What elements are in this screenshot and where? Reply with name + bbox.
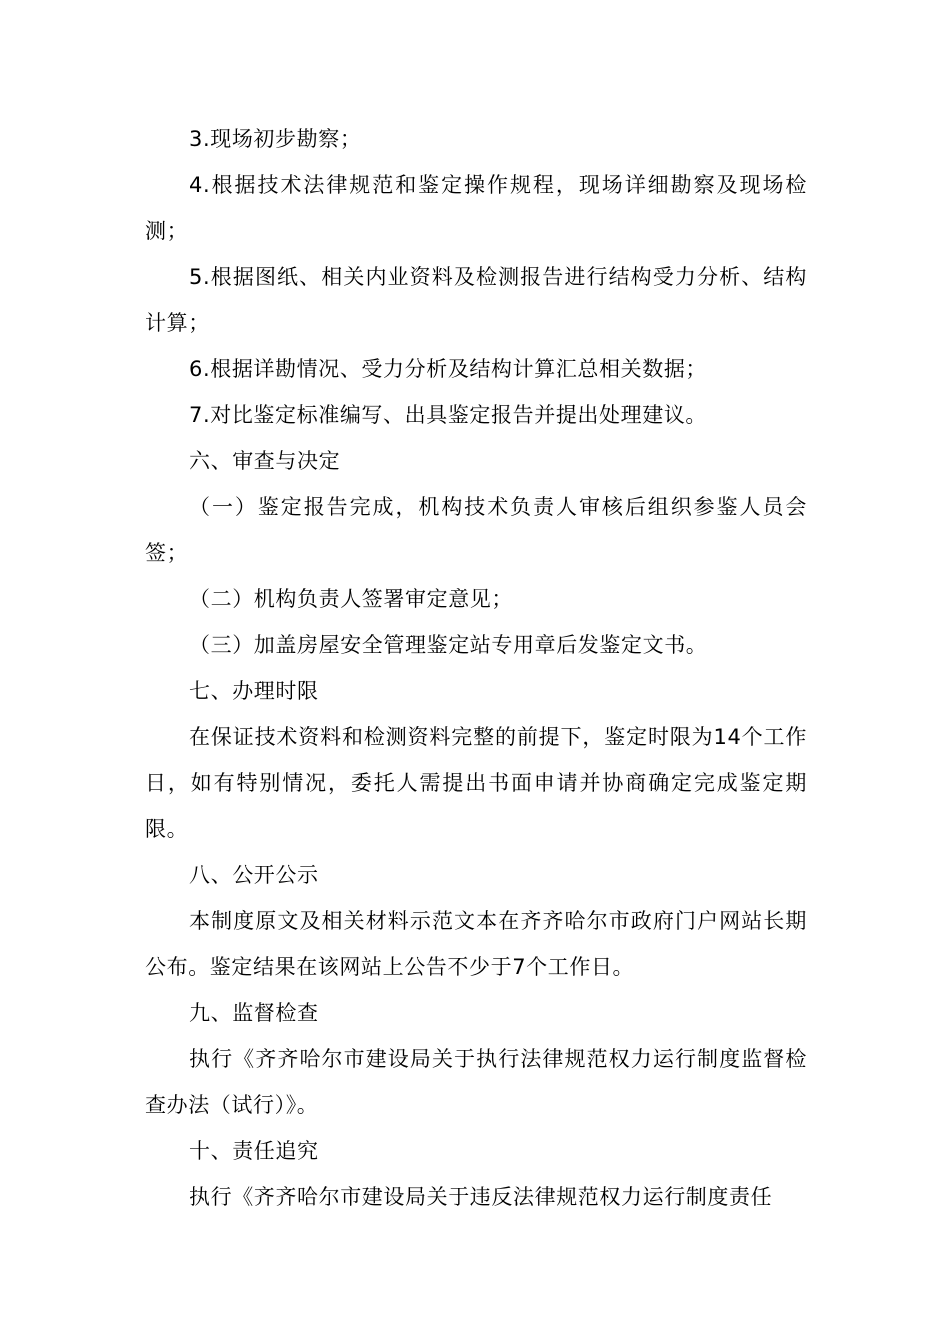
section-6-item-3: （三）加盖房屋安全管理鉴定站专用章后发鉴定文书。 [189, 633, 708, 657]
section-7-heading: 七、办理时限 [189, 679, 319, 703]
section-8-heading: 八、公开公示 [189, 863, 319, 887]
document-body [145, 116, 807, 1220]
section-9-heading: 九、监督检查 [189, 1001, 319, 1025]
section-10-paragraph: 执行《齐齐哈尔市建设局关于违反法律规范权力运行制度责任 [189, 1185, 773, 1209]
section-7-paragraph: 在保证技术资料和检测资料完整的前提下，鉴定时限为14个工作日，如有特别情况，委托人需提出书面申请并协商确定完成鉴定期限。 [145, 725, 807, 841]
section-8-paragraph: 本制度原文及相关材料示范文本在齐齐哈尔市政府门户网站长期公布。鉴定结果在该网站上公告不少于7个工作日。 [145, 909, 807, 979]
step-5-paragraph: 5.根据图纸、相关内业资料及检测报告进行结构受力分析、结构计算； [145, 265, 807, 335]
section-6-item-1: （一）鉴定报告完成，机构技术负责人审核后组织参鉴人员会签； [145, 495, 807, 565]
step-6-paragraph: 6.根据详勘情况、受力分析及结构计算汇总相关数据； [189, 357, 708, 381]
section-9-paragraph: 执行《齐齐哈尔市建设局关于执行法律规范权力运行制度监督检查办法（试行）》。 [145, 1047, 807, 1117]
section-6-heading: 六、审查与决定 [189, 449, 341, 473]
step-3-paragraph: 3.现场初步勘察； [189, 127, 362, 151]
step-4-paragraph: 4.根据技术法律规范和鉴定操作规程，现场详细勘察及现场检测； [145, 173, 807, 243]
step-7-paragraph: 7.对比鉴定标准编写、出具鉴定报告并提出处理建议。 [189, 403, 708, 427]
section-6-item-2: （二）机构负责人签署审定意见； [189, 587, 513, 611]
section-10-heading: 十、责任追究 [189, 1139, 319, 1163]
